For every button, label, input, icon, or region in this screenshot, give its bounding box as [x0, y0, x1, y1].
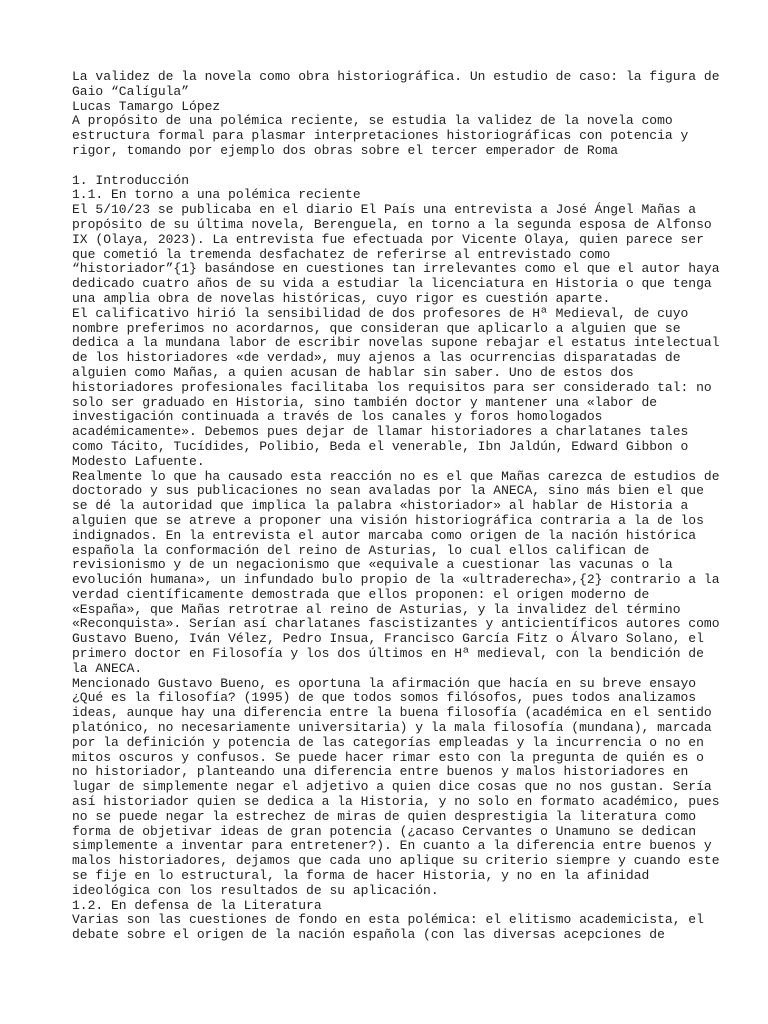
section-heading-introduccion: 1. Introducción	[72, 172, 190, 188]
text-line: El 5/10/23 se publicaba en el diario El País una entrevista a José Ángel Mañas a	[72, 202, 697, 218]
blank-line	[72, 159, 708, 174]
text-line: Varias son las cuestiones de fondo en esta polémica: el elitismo academicista, el	[72, 912, 704, 928]
text-line: por la definición y potencia de las categorías empleadas y la incurrencia o no en	[72, 734, 704, 750]
text-line: como Tácito, Tucídides, Polibio, Beda el venerable, Ibn Jaldún, Edward Gibbon o	[72, 438, 689, 454]
text-line: debate sobre el origen de la nación española (con las diversas acepciones de	[72, 927, 665, 943]
paragraph-gustavo-bueno	[72, 675, 720, 899]
text-line: verdad científicamente demostrada que ellos proponen: el origen moderno de	[72, 586, 650, 602]
text-line: alguien que se atreve a proponer una visión historiográfica contraria a la de los	[72, 512, 704, 528]
text-line: evolución humana», un infundado bulo propio de la «ultraderecha»,{2} contrario a la	[72, 572, 720, 588]
text-line: se fije en lo estructural, la forma de hacer Historia, y no en la afinidad	[72, 868, 650, 884]
text-line: dedica a la mundana labor de escribir novelas supone rebajar el estatus intelectual	[72, 335, 720, 351]
text-line: «España», que Mañas retrotrae al reino de Asturias, y la invalidez del término	[72, 601, 681, 617]
paragraph-calificativo	[72, 305, 720, 470]
text-line: malos historiadores, dejamos que cada uno aplique su criterio siempre y cuando este	[72, 853, 720, 869]
text-line: Mencionado Gustavo Bueno, es oportuna la afirmación que hacía en su breve ensayo	[72, 675, 697, 691]
text-line: nombre preferimos no acordarnos, que consideran que aplicarlo a alguien que se	[72, 320, 681, 336]
text-line: la ANECA.	[72, 660, 143, 676]
text-line: Modesto Lafuente.	[72, 453, 205, 469]
text-line: solo ser graduado en Historia, sino también doctor y mantener una «labor de	[72, 394, 658, 410]
text-line: simplemente a inventar para entretener?). En cuanto a la diferencia entre buenos y	[72, 838, 712, 854]
document-author: Lucas Tamargo López	[72, 98, 221, 114]
text-line: primero doctor en Filosofía y los dos últimos en Hª medieval, con la bendición de	[72, 646, 704, 662]
text-line: historiadores profesionales facilitaba los requisitos para ser considerado tal: no	[72, 379, 712, 395]
text-line: mitos oscuros y confusos. Se puede hacer rimar esto con la pregunta de quién es o	[72, 749, 704, 765]
text-line: Gaio “Calígula”	[72, 83, 190, 99]
text-line: una amplia obra de novelas históricas, cuyo rigor es cuestión aparte.	[72, 290, 611, 306]
text-line: que cometió la tremenda desfachatez de referirse al entrevistado como	[72, 246, 611, 262]
text-line: La validez de la novela como obra historiográfica. Un estudio de caso: la figura de	[72, 69, 720, 84]
subsection-heading-literatura: 1.2. En defensa de la Literatura	[72, 897, 322, 913]
paragraph-cuestiones-fondo	[72, 913, 708, 943]
text-line: «Reconquista». Serían así charlatanes fascistizantes y anticientíficos autores como	[72, 616, 720, 632]
text-line: se dé la autoridad que implica la palabra «historiador» al hablar de Historia a	[72, 498, 689, 514]
text-line: ¿Qué es la filosofía? (1995) de que todos somos filósofos, pues todos analizamos	[72, 690, 697, 706]
text-line: estructura formal para plasmar interpretaciones historiográficas con potencia y	[72, 128, 689, 144]
text-line: Gustavo Bueno, Iván Vélez, Pedro Insua, Francisco García Fitz o Álvaro Solano, el	[72, 631, 704, 647]
text-line: así historiador quien se dedica a la Historia, y no solo en formato académico, pues	[72, 794, 720, 810]
text-line: lugar de simplemente negar el adjetivo a quien dice cosas que no nos gustan. Sería	[72, 779, 712, 795]
text-line: A propósito de una polémica reciente, se estudia la validez de la novela como	[72, 113, 673, 129]
text-line: dedicado cuatro años de su vida a estudiar la licenciatura en Historia o que tenga	[72, 276, 712, 292]
text-line: “historiador”{1} basándose en cuestiones tan irrelevantes como el que el autor haya	[72, 261, 720, 277]
text-line: académicamente». Debemos pues dejar de llamar historiadores a charlatanes tales	[72, 424, 689, 440]
text-line: indignados. En la entrevista el autor marcaba como origen de la nación histórica	[72, 527, 697, 543]
text-line: revisionismo y de un negacionismo que «equivale a cuestionar las vacunas o la	[72, 557, 673, 573]
document-abstract	[72, 114, 708, 158]
subsection-heading-polemica: 1.1. En torno a una polémica reciente	[72, 187, 361, 203]
text-line: ideas, aunque hay una diferencia entre la buena filosofía (académica en el sentido	[72, 705, 712, 721]
text-line: alguien como Mañas, a quien acusan de hablar sin saber. Uno de estos dos	[72, 364, 634, 380]
text-line: doctorado y sus publicaciones no sean avaladas por la ANECA, sino más bien el que	[72, 483, 704, 499]
paragraph-entrevista	[72, 202, 720, 307]
text-line: rigor, tomando por ejemplo dos obras sobre el tercer emperador de Roma	[72, 142, 619, 158]
text-line: no historiador, planteando una diferencia entre buenos y malos historiadores en	[72, 764, 689, 780]
text-line: El calificativo hirió la sensibilidad de dos profesores de Hª Medieval, de cuyo	[72, 305, 689, 321]
text-line: ideológica con los resultados de su aplicación.	[72, 882, 439, 898]
text-line: platónico, no necesariamente universitaria) y la mala filosofía (mundana), marcada	[72, 720, 712, 736]
text-line: investigación continuada a través de los canales y foros homologados	[72, 409, 603, 425]
text-line: forma de objetivar ideas de gran potencia (¿acaso Cervantes o Unamuno se dedican	[72, 823, 697, 839]
document-title	[72, 69, 720, 100]
text-line: IX (Olaya, 2023). La entrevista fue efectuada por Vicente Olaya, quien parece ser	[72, 231, 704, 247]
paragraph-reaccion	[72, 468, 720, 677]
text-line: propósito de su última novela, Berenguela, en torno a la segunda esposa de Alfonso	[72, 216, 712, 232]
text-line: Realmente lo que ha causado esta reacción no es el que Mañas carezca de estudios de	[72, 468, 720, 484]
text-line: de los historiadores «de verdad», muy ajenos a las ocurrencias disparatadas de	[72, 350, 681, 366]
text-line: española la conformación del reino de Asturias, lo cual ellos califican de	[72, 542, 650, 558]
text-line: no se puede negar la estrechez de miras de quien desprestigia la literatura como	[72, 808, 697, 824]
